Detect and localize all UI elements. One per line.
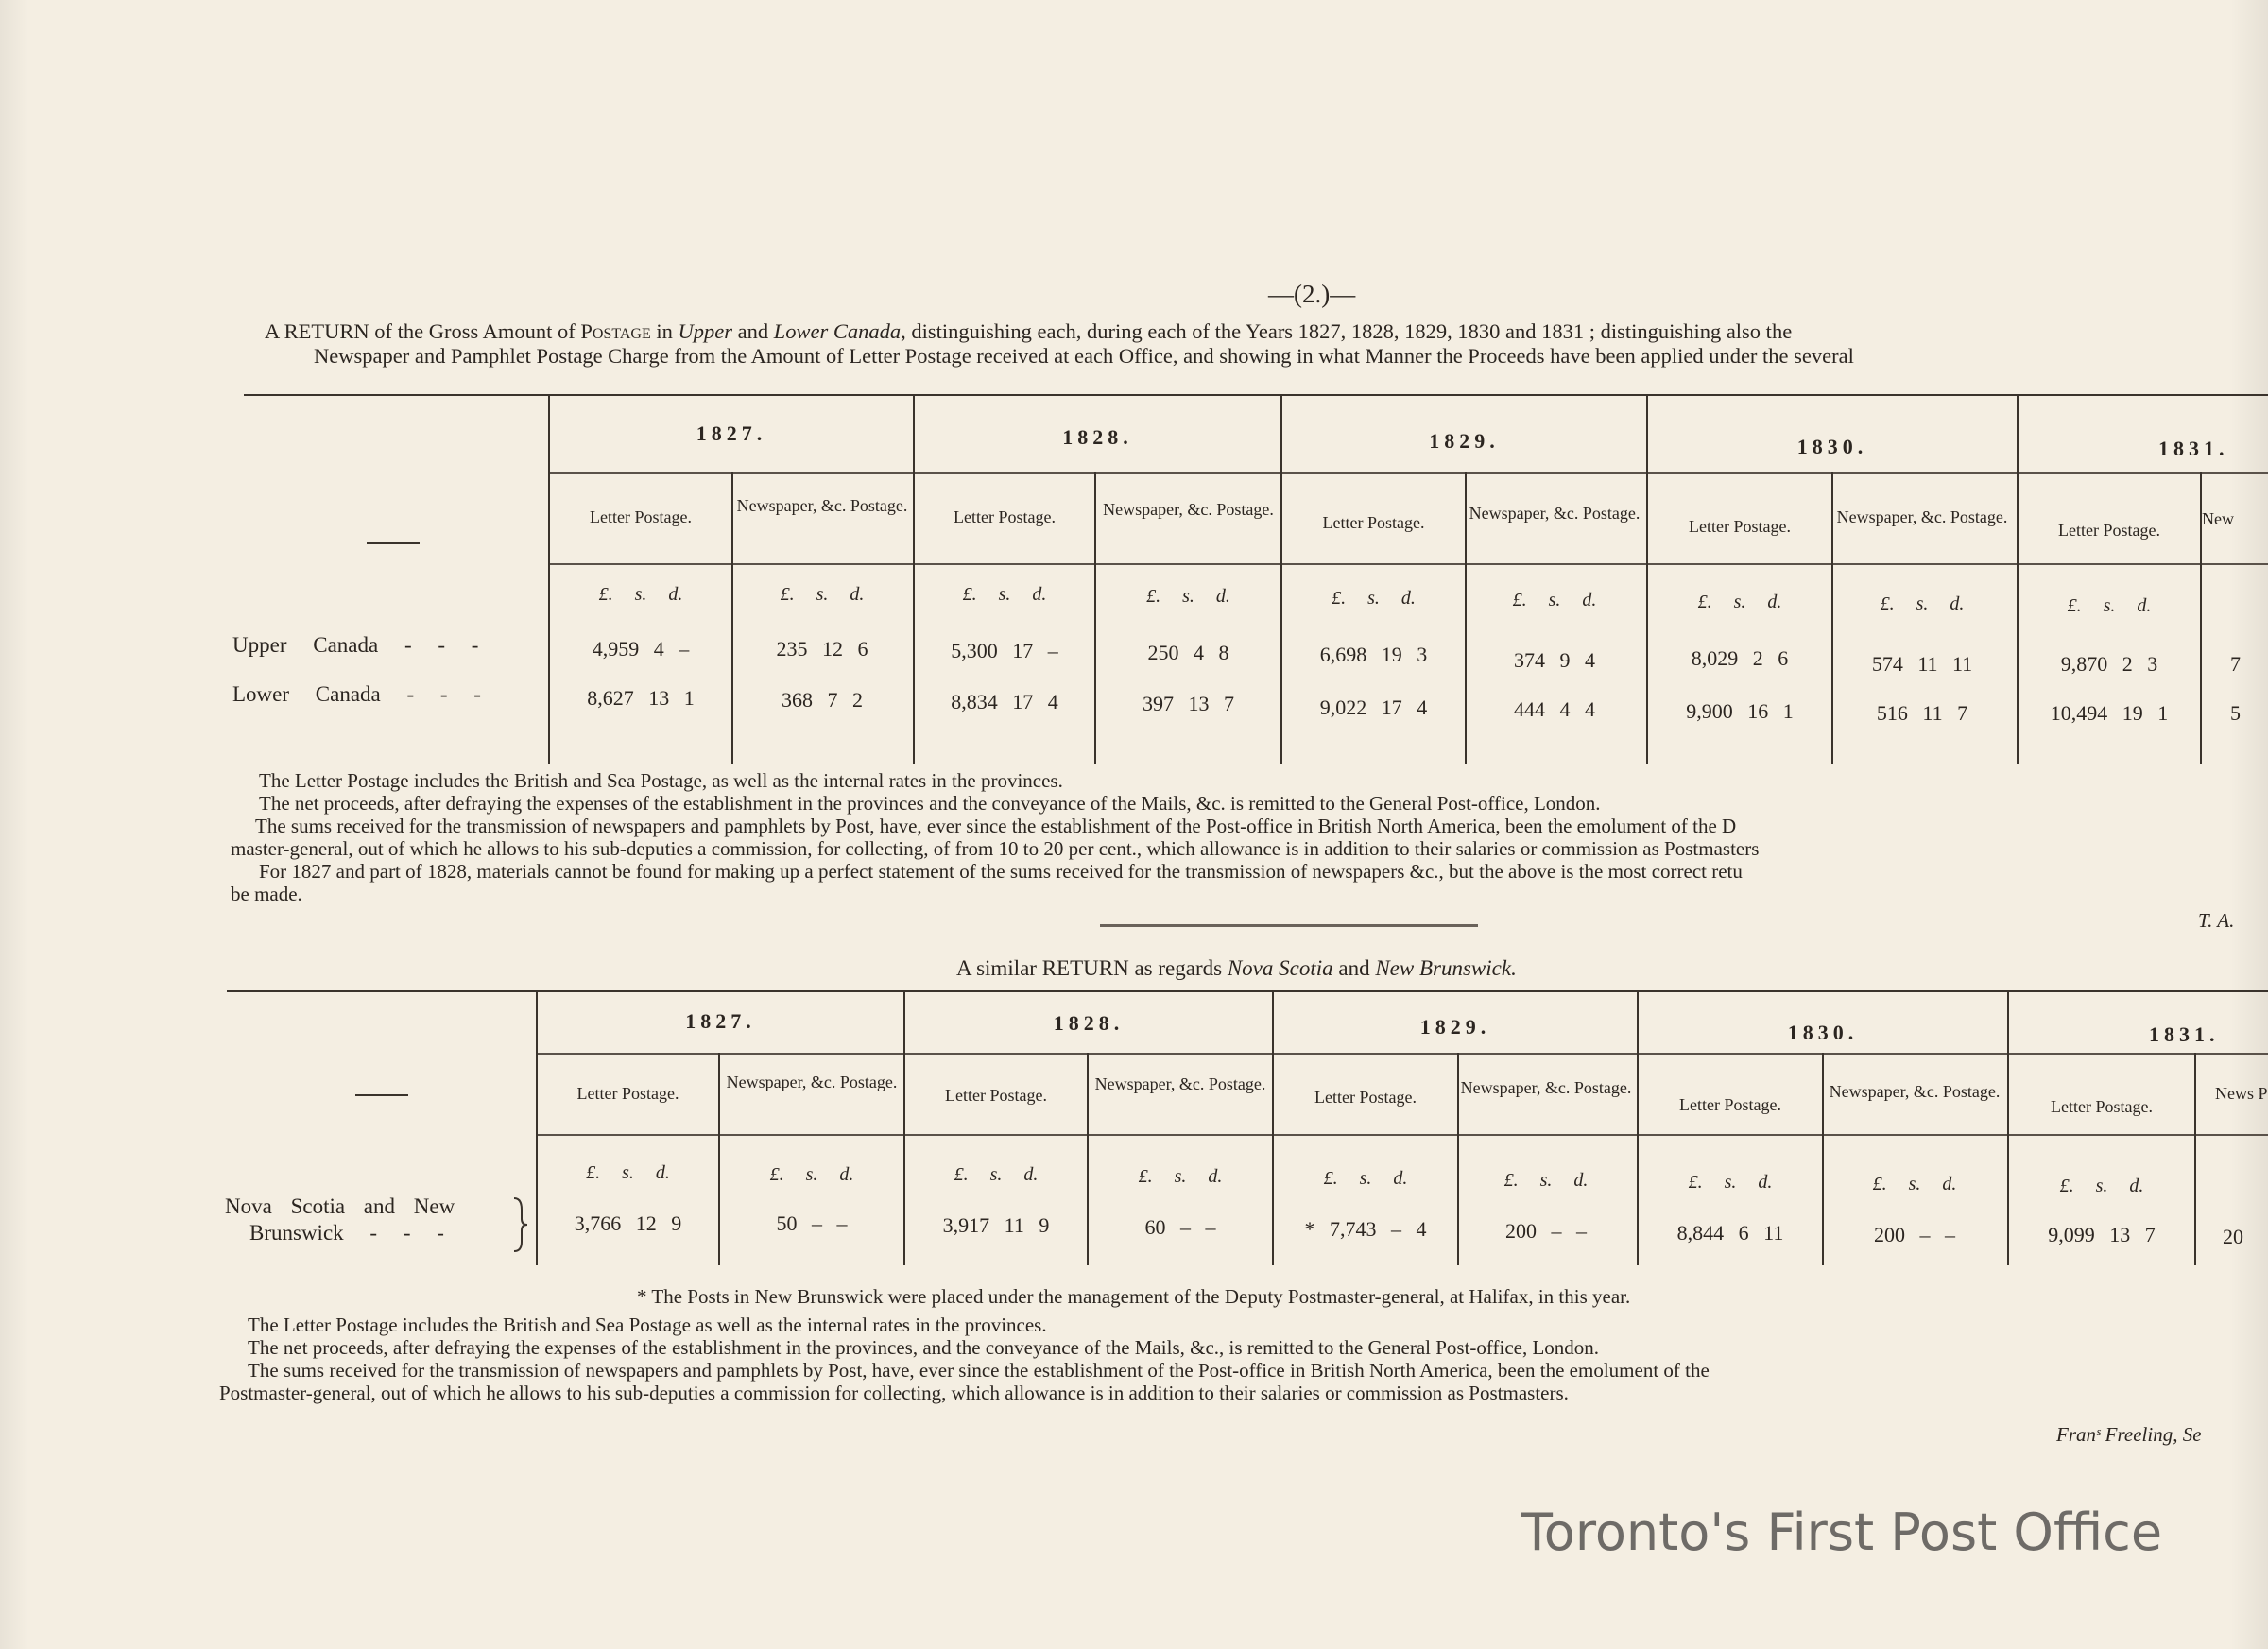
table1-header-rule — [548, 563, 2268, 565]
table2-units: £. s. d. — [2059, 1176, 2144, 1196]
table2-cell: 200 – – — [1505, 1219, 1587, 1243]
table1-cell: 574 11 11 — [1871, 652, 1973, 676]
table1-cell: 250 4 8 — [1147, 641, 1229, 664]
table1-cell: 5 — [2230, 701, 2241, 725]
subheading-text: and — [1332, 956, 1376, 980]
table1-year: 1828. — [1062, 425, 1133, 449]
table1-divider — [731, 472, 733, 764]
table2-corner-dash — [355, 1094, 408, 1096]
heading-text: A RETURN of the Gross Amount of — [265, 319, 581, 343]
table1-row-label: Lower Canada - - - — [232, 682, 481, 706]
table2-newspaper-header: Newspaper, &c. Postage. — [1094, 1074, 1266, 1093]
table2-units: £. s. d. — [1138, 1166, 1223, 1187]
heading-lower-canada: Lower Canada, — [773, 319, 906, 343]
table2-divider — [2194, 1053, 2196, 1265]
table1-letter-header: Letter Postage. — [2058, 521, 2160, 540]
table2-units: £. s. d. — [1503, 1170, 1589, 1191]
table1-corner-dash — [367, 542, 420, 544]
table1-units: £. s. d. — [1146, 586, 1230, 607]
note-line: The Letter Postage includes the British and Sea Postage, as well as the internal rates in the provinces. — [259, 769, 1063, 792]
table1-units: £. s. d. — [1697, 592, 1782, 612]
table1-units: £. s. d. — [1332, 588, 1416, 609]
brace-icon — [510, 1196, 529, 1253]
table2-cell: 8,844 6 11 — [1676, 1221, 1784, 1245]
note-line: The Letter Postage includes the British and Sea Postage as well as the internal rates in the provinces. — [248, 1314, 1047, 1336]
table1-letter-header: Letter Postage. — [1322, 513, 1425, 532]
table1-units: £. s. d. — [1880, 593, 1965, 614]
table1-letter-header: Letter Postage. — [1689, 517, 1791, 536]
table1-cell: 8,627 13 1 — [587, 686, 695, 710]
heading-postage: Postage — [580, 319, 651, 343]
table1-cell: 397 13 7 — [1143, 692, 1234, 715]
heading-text: distinguishing each, during each of the Years 1827, 1828, 1829, 1830 and 1831 ; distinguishing also the — [905, 319, 1793, 343]
table1-cell: 8,029 2 6 — [1691, 646, 1789, 670]
table1-units: £. s. d. — [962, 584, 1047, 605]
heading-line-1 — [265, 319, 1792, 344]
table1-year: 1827. — [696, 421, 767, 445]
table2-units: £. s. d. — [1323, 1168, 1408, 1189]
table2-letter-header: Letter Postage. — [2051, 1097, 2153, 1116]
note-line: The sums received for the transmission of newspapers and pamphlets by Post, have, ever since the establishment of the Post-office in British North America, been the emolument of the D — [255, 815, 1737, 837]
note-line: Postmaster-general, out of which he allows to his sub-deputies a commission for collecting, which allowance is in addition to their salaries or commission as Postmasters. — [219, 1382, 1569, 1404]
table2-cell: 20 — [2223, 1225, 2243, 1248]
table1-units: £. s. d. — [2067, 595, 2152, 616]
table2-top-rule — [227, 990, 2268, 992]
heading-upper: Upper — [678, 319, 732, 343]
table2-units: £. s. d. — [1688, 1172, 1773, 1193]
table1-year: 1831. — [2158, 437, 2229, 460]
table2-cell: 60 – – — [1144, 1215, 1216, 1239]
table1-units: £. s. d. — [598, 584, 683, 605]
table1-units: £. s. d. — [780, 584, 865, 605]
table2-cell: 3,766 12 9 — [574, 1211, 682, 1235]
note-line: The net proceeds, after defraying the expenses of the establishment in the provinces and the conveyance of the Mails, &c. is remitted to the General Post-office, London. — [259, 792, 1601, 815]
table2-newspaper-header: Newspaper, &c. Postage. — [726, 1073, 898, 1091]
section-divider — [1100, 924, 1478, 927]
table2-letter-header: Letter Postage. — [576, 1084, 679, 1103]
table1-cell: 516 11 7 — [1876, 701, 1968, 725]
table2-cell: 200 – – — [1874, 1223, 1955, 1246]
footnote: * The Posts in New Brunswick were placed under the management of the Deputy Postmaster-general, at Halifax, in this year. — [637, 1285, 1631, 1308]
table1-year-rule — [548, 472, 2268, 474]
note-line: For 1827 and part of 1828, materials cannot be found for making up a perfect statement of the sums received for the transmission of newspapers &c., but the above is the most correct retu — [259, 860, 1743, 883]
subheading-nova-scotia: Nova Scotia — [1227, 956, 1333, 980]
table1-cell: 235 12 6 — [776, 637, 868, 661]
table2-cell: * 7,743 – 4 — [1304, 1217, 1427, 1241]
note-line: The sums received for the transmission of newspapers and pamphlets by Post, have, ever since the establishment of the Post-office in British North America, been the emolument of the — [248, 1359, 1710, 1382]
table1-newspaper-header: Newspaper, &c. Postage. — [736, 496, 908, 515]
table1-cell: 4,959 4 – — [592, 637, 690, 661]
table1-cell: 9,022 17 4 — [1319, 696, 1428, 719]
page-number: —(2.)— — [1268, 280, 1356, 308]
table2-cell: 50 – – — [776, 1211, 848, 1235]
table1-cell: 9,900 16 1 — [1686, 699, 1794, 723]
table2-units: £. s. d. — [1872, 1174, 1957, 1194]
table2-year: 1827. — [685, 1009, 756, 1033]
table1-cell: 8,834 17 4 — [951, 690, 1058, 713]
table1-cell: 368 7 2 — [782, 688, 863, 712]
table1-letter-header: Letter Postage. — [590, 507, 692, 526]
table2-letter-header: Letter Postage. — [1679, 1095, 1781, 1114]
table1-units: £. s. d. — [1512, 590, 1597, 610]
table1-letter-header: Letter Postage. — [954, 507, 1056, 526]
table1-newspaper-header: Newspaper, &c. Postage. — [1103, 500, 1274, 519]
table2-cell: 9,099 13 7 — [2048, 1223, 2156, 1246]
signature: Franˢ Freeling, Se — [2056, 1423, 2202, 1446]
table1-newspaper-header: Newspaper, &c. Postage. — [1469, 504, 1641, 523]
table1-year: 1829. — [1429, 429, 1500, 453]
subheading — [956, 956, 1517, 981]
table2-letter-header: Letter Postage. — [945, 1086, 1047, 1105]
table1-partial-header: New — [2202, 509, 2234, 528]
subheading-new-brunswick: New Brunswick. — [1375, 956, 1517, 980]
table2-units: £. s. d. — [586, 1162, 670, 1183]
table2-letter-header: Letter Postage. — [1314, 1088, 1417, 1107]
table2-newspaper-header: Newspaper, &c. Postage. — [1460, 1078, 1632, 1097]
watermark: Toronto's First Post Office — [1521, 1503, 2163, 1562]
signature: T. A. — [2198, 909, 2235, 932]
table1-cell: 444 4 4 — [1514, 697, 1595, 721]
heading-text: in — [650, 319, 679, 343]
table2-newspaper-header: Newspaper, &c. Postage. — [1829, 1082, 2001, 1101]
table2-row-label: Nova Scotia and New — [225, 1194, 455, 1218]
table1-year: 1830. — [1796, 435, 1868, 458]
table1-row-label: Upper Canada - - - — [232, 633, 479, 657]
heading-text: and — [731, 319, 774, 343]
table1-cell: 7 — [2230, 652, 2241, 676]
table2-units: £. s. d. — [769, 1164, 854, 1185]
table1-cell: 6,698 19 3 — [1319, 643, 1428, 666]
table2-year: 1828. — [1053, 1011, 1125, 1035]
table1-newspaper-header: Newspaper, &c. Postage. — [1836, 507, 2008, 526]
table2-units: £. s. d. — [954, 1164, 1039, 1185]
subheading-text: A similar RETURN as regards — [956, 956, 1228, 980]
note-line: The net proceeds, after defraying the expenses of the establishment in the provinces, and the conveyance of the Mails, &c., is remitted to the General Post-office, London. — [248, 1336, 1600, 1359]
table1-cell: 5,300 17 – — [951, 639, 1058, 662]
table2-year: 1829. — [1419, 1015, 1491, 1039]
heading-line-2: Newspaper and Pamphlet Postage Charge from the Amount of Letter Postage received at each Office, and showing in what Manner the Proceeds have been applied under the several — [314, 344, 1854, 368]
table2-cell: 3,917 11 9 — [942, 1213, 1050, 1237]
table2-partial-header: News P — [2215, 1084, 2268, 1103]
table2-year: 1830. — [1787, 1021, 1859, 1044]
table1-cell: 10,494 19 1 — [2050, 701, 2169, 725]
note-line: be made. — [231, 883, 302, 905]
table1-cell: 374 9 4 — [1514, 648, 1595, 672]
table2-row-label: Brunswick - - - — [249, 1221, 444, 1245]
note-line: master-general, out of which he allows to his sub-deputies a commission, for collecting, of from 10 to 20 per cent., which allowance is in addition to their salaries or commission as Postmasters — [231, 837, 1760, 860]
table2-year: 1831. — [2149, 1022, 2220, 1046]
table1-cell: 9,870 2 3 — [2060, 652, 2158, 676]
